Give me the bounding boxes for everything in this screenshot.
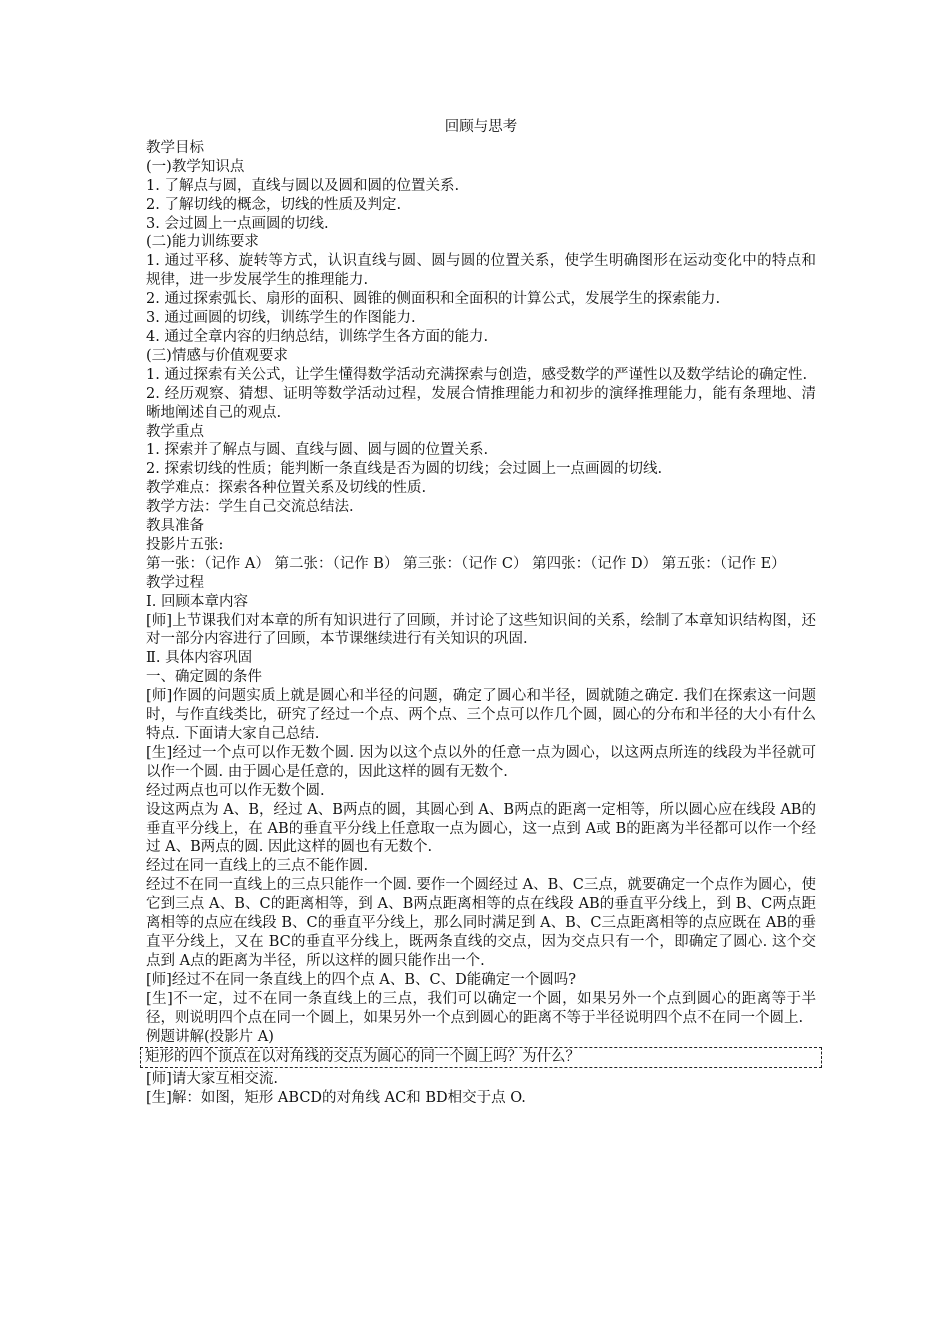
text-line: 投影片五张:: [146, 536, 224, 553]
text-line: 教学难点：探索各种位置关系及切线的性质.: [146, 480, 427, 497]
text-line: 3. 会过圆上一点画圆的切线.: [146, 215, 329, 232]
text-line: 1. 探索并了解点与圆、直线与圆、圆与圆的位置关系.: [146, 442, 489, 459]
text-line: 3. 通过画圆的切线，训练学生的作图能力.: [146, 310, 416, 327]
text-line: 经过两点也可以作无数个圆.: [146, 782, 325, 799]
text-paragraph: 设这两点为 A、B，经过 A、B两点的圆，其圆心到 A、B两点的距离一定相等，所以圆心应在线段 AB的垂直平分线上，在 AB的垂直平分线上任意取一点为圆心，这一点到 A或 B的距离为半径都可以作一个经过 A、B两点的圆. 因此这样的圆也有无数个.: [146, 801, 816, 856]
slides-list: 第一张：（记作 A） 第二张：（记作 B） 第三张：（记作 C） 第四张：（记作 D） 第五张：（记作 E）: [146, 555, 786, 572]
subheading-knowledge: (一)教学知识点: [146, 158, 245, 175]
subsection-heading: 一、确定圆的条件: [146, 669, 262, 686]
heading-key-points: 教学重点: [146, 423, 204, 440]
text-paragraph: [师]上节课我们对本章的所有知识进行了回顾，并讨论了这些知识间的关系，绘制了本章知识结构图，还对一部分内容进行了回顾，本节课继续进行有关知识的巩固.: [146, 612, 816, 648]
subheading-ability: (二)能力训练要求: [146, 234, 259, 251]
text-paragraph: 1. 通过平移、旋转等方式，认识直线与圆、圆与圆的位置关系，使学生明确图形在运动变化中的特点和规律，进一步发展学生的推理能力.: [146, 253, 816, 289]
text-paragraph: [师]作圆的问题实质上就是圆心和半径的问题，确定了圆心和半径，圆就随之确定. 我们在探索这一问题时，与作直线类比，研究了经过一个点、两个点、三个点可以作几个圆，圆心的分布和半径的大小有什么特点. 下面请大家自己总结.: [146, 688, 816, 742]
heading-process: 教学过程: [146, 574, 204, 591]
text-line: [师]请大家互相交流.: [146, 1071, 278, 1088]
text-line: 4. 通过全章内容的归纳总结，训练学生各方面的能力.: [146, 328, 489, 345]
text-line: 教学方法：学生自己交流总结法.: [146, 499, 354, 516]
text-paragraph: 2. 经历观察、猜想、证明等数学活动过程，发展合情推理能力和初步的演绎推理能力，能有条理地、清晰地阐述自己的观点.: [146, 385, 816, 421]
text-paragraph: [生]不一定，过不在同一条直线上的三点，我们可以确定一个圆，如果另外一个点到圆心的距离等于半径，则说明四个点在同一个圆上，如果另外一个点到圆心的距离不等于半径说明四个点不在同一个圆上.: [146, 990, 816, 1026]
text-line: 2. 通过探索弧长、扇形的面积、圆锥的侧面积和全面积的计算公式，发展学生的探索能力.: [146, 291, 721, 308]
text-line: 1. 了解点与圆，直线与圆以及圆和圆的位置关系.: [146, 177, 460, 194]
text-line: 2. 了解切线的概念，切线的性质及判定.: [146, 196, 402, 213]
text-paragraph: 1. 通过探索有关公式，让学生懂得数学活动充满探索与创造，感受数学的严谨性以及数学结论的确定性.: [146, 366, 808, 383]
example-question-box: 矩形的四个顶点在以对角线的交点为圆心的同一个圆上吗？为什么？: [140, 1047, 822, 1068]
section-heading: Ⅰ. 回顾本章内容: [146, 593, 248, 610]
heading-tools: 教具准备: [146, 518, 204, 535]
text-line: 2. 探索切线的性质；能判断一条直线是否为圆的切线；会过圆上一点画圆的切线.: [146, 461, 663, 478]
text-line: [生]解：如图，矩形 ABCD的对角线 AC和 BD相交于点 O.: [146, 1090, 526, 1107]
text-line: [师]经过不在同一条直线上的四个点 A、B、C、D能确定一个圆吗?: [146, 971, 577, 988]
text-paragraph: 经过不在同一直线上的三点只能作一个圆. 要作一个圆经过 A、B、C三点，就要确定一个点作为圆心，使它到三点 A、B、C的距离相等，到 A、B两点距离相等的点在线段 AB的垂直平分线上，到 B、C两点距离相等的点应在线段 B、C的垂直平分线上，那么同时满足到 A、B、C三点距离相等的点应既在 AB的垂直平分线上，又在 BC的垂直平分线上，既两条直线的交点，因为交点只有一个，即确定了圆心. 这个交点到 A点的距离为半径，所以这样的圆只能作出一个.: [146, 877, 816, 969]
example-heading: 例题讲解(投影片 A): [146, 1028, 274, 1045]
text-line: 经过在同一直线上的三点不能作圆.: [146, 858, 369, 875]
text-paragraph: [生]经过一个点可以作无数个圆. 因为以这个点以外的任意一点为圆心，以这两点所连的线段为半径就可以作一个圆. 由于圆心是任意的，因此这样的圆有无数个.: [146, 744, 816, 780]
page-title: 回顾与思考: [444, 119, 518, 135]
heading-goals: 教学目标: [146, 139, 204, 156]
subheading-values: (三)情感与价值观要求: [146, 347, 288, 364]
section-heading: Ⅱ. 具体内容巩固: [146, 650, 253, 667]
document-page: [146, 118, 816, 1108]
